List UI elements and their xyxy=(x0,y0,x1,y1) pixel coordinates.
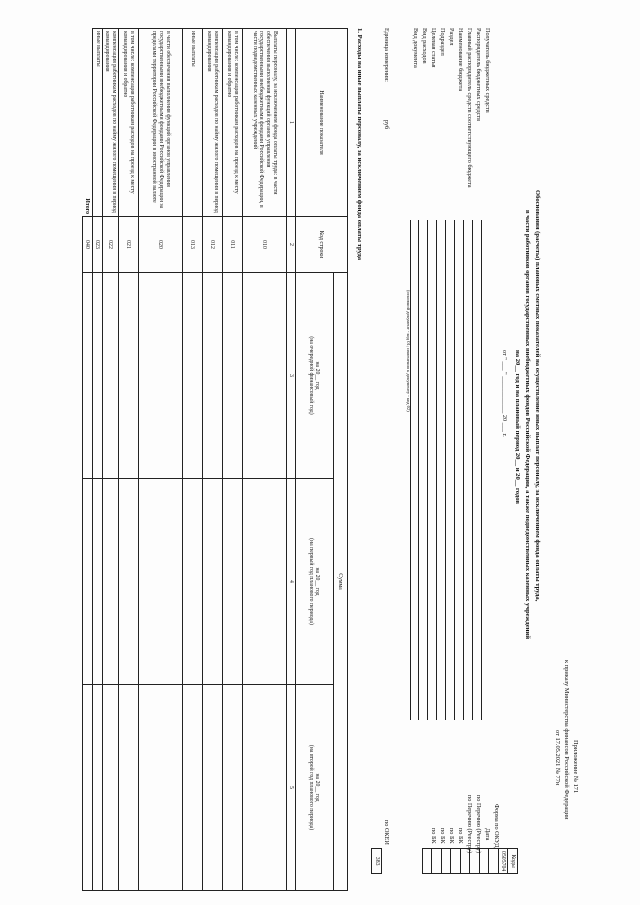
cell xyxy=(223,479,243,685)
row-name: компенсация работникам расходов по найму жилого помещения в период командирования xyxy=(103,29,119,217)
col-year-2 xyxy=(296,479,334,685)
title-line-1: Обоснования (расчеты) плановых сметных показателей на осуществление иных выплат персоналу, за исключением фонда оплаты труда, xyxy=(534,190,541,602)
label-okud: Форма по ОКУД xyxy=(493,804,500,848)
label-razdel: Раздел xyxy=(448,28,455,46)
table-row-total xyxy=(83,29,93,891)
label-edinitsa-value: руб xyxy=(383,120,390,130)
cell xyxy=(93,273,103,479)
fill-line xyxy=(427,220,428,720)
year-2-note: (на первый год планового периода) xyxy=(308,538,315,625)
cell xyxy=(243,479,287,685)
row-code: 021 xyxy=(119,217,139,273)
cell xyxy=(119,685,139,891)
cell xyxy=(103,685,119,891)
cell xyxy=(203,685,223,891)
main-table xyxy=(82,28,348,891)
codes-okei: 383 xyxy=(372,849,382,874)
codes-cell xyxy=(451,849,461,874)
row-name: Выплаты персоналу, за исключением фонда оплаты труда: в части обеспечения выполнения функций органов управления государственными внебюджетными фондами Российской Федерации, в части подведомственных казенных учреждений xyxy=(243,29,287,217)
label-bk-1: по БК xyxy=(457,828,464,844)
section-title: 1. Расходы на иные выплаты персоналу, за исключением фонда оплаты труда xyxy=(356,28,363,261)
fill-line xyxy=(463,220,464,720)
label-naimenovanie: Наименование бюджета xyxy=(457,28,464,92)
appendix-line-1: Приложение № 171 xyxy=(572,740,579,794)
cell xyxy=(119,273,139,479)
col-year-1 xyxy=(296,273,334,479)
col-num: 3 xyxy=(287,273,296,479)
label-bk-2: по БК xyxy=(448,828,455,844)
appendix-line-2: к приказу Министерства финансов Российской Федерации xyxy=(563,660,570,820)
year-2-label: на 20__ год xyxy=(314,567,321,596)
cell xyxy=(119,479,139,685)
table-row xyxy=(243,29,287,891)
codes-cell xyxy=(442,849,452,874)
label-perechen-1: по Перечню (Реестру) xyxy=(475,795,482,854)
col-name-header: Наименование показателя xyxy=(296,29,348,217)
row-name: компенсация работникам расходов по найму жилого помещения в период командирования xyxy=(203,29,223,217)
label-edinitsa: Единица измерения: xyxy=(383,28,390,82)
appendix-line-3: от 17.05.2021 № 77н xyxy=(554,730,561,786)
cell xyxy=(183,479,203,685)
label-bk-4: по БК xyxy=(430,828,437,844)
cell xyxy=(103,273,119,479)
year-1-label: на 20__ год xyxy=(314,361,321,390)
label-vid-dokumenta: Вид документа xyxy=(412,28,419,68)
cell xyxy=(103,479,119,685)
cell xyxy=(83,273,93,479)
fill-line xyxy=(445,220,446,720)
label-date: Дата xyxy=(484,828,491,841)
row-name: в части обеспечения выполнения функций органов управления государственными внебюджетными фондами Российской Федерации за пределами территории Российской Федерации в иностранной валюте xyxy=(139,29,183,217)
cell xyxy=(83,479,93,685)
codes-header: Коды xyxy=(508,849,518,874)
table-row xyxy=(119,29,139,891)
col-num: 2 xyxy=(287,217,296,273)
label-tselevaya: Целевая статья xyxy=(430,28,437,68)
year-3-note: (на второй год планового периода) xyxy=(308,744,315,831)
cell xyxy=(139,479,183,685)
row-name: в том числе: компенсация работникам расходов на проезд к месту командирования и обратно xyxy=(223,29,243,217)
row-name: иные выплаты xyxy=(183,29,203,217)
row-code: 013 xyxy=(183,217,203,273)
rotated-form-sheet xyxy=(40,20,600,900)
codes-cell xyxy=(489,849,499,874)
row-name: в том числе: компенсация работникам расходов на проезд к месту командирования и обратно xyxy=(119,29,139,217)
cell xyxy=(183,273,203,479)
row-code: 012 xyxy=(203,217,223,273)
label-glavny: Главный распорядитель средств соответствующего бюджета xyxy=(466,28,473,188)
label-okei: по ОКЕИ xyxy=(383,820,390,845)
col-num: 1 xyxy=(287,29,296,217)
title-line-3: на 20__ год и на плановый период 20__ и 20__ годов xyxy=(514,350,521,504)
cell xyxy=(93,479,103,685)
year-3-label: на 20__ год xyxy=(314,773,321,802)
col-year-3 xyxy=(296,685,334,891)
col-num: 4 xyxy=(287,479,296,685)
total-label: Итого xyxy=(83,29,93,217)
cell xyxy=(139,273,183,479)
cell xyxy=(139,685,183,891)
doc-note: (основной документ - код 01; изменения к документу - код 02) xyxy=(406,290,411,412)
cell xyxy=(243,685,287,891)
fill-line xyxy=(481,220,482,720)
cell xyxy=(223,273,243,479)
label-podrazdel: Подраздел xyxy=(439,28,446,56)
row-code: 020 xyxy=(139,217,183,273)
fill-line xyxy=(454,220,455,720)
cell xyxy=(183,685,203,891)
cell xyxy=(203,273,223,479)
row-code: 022 xyxy=(103,217,119,273)
table-row xyxy=(203,29,223,891)
fill-line xyxy=(472,220,473,720)
codes-cell xyxy=(423,849,433,874)
col-sum-header: Сумма xyxy=(334,273,348,891)
codes-cell xyxy=(432,849,442,874)
label-rasporyaditel: Распорядитель бюджетных средств xyxy=(475,28,482,122)
row-name: иные выплаты xyxy=(93,29,103,217)
row-code: 023 xyxy=(93,217,103,273)
col-code-header: Код строки xyxy=(296,217,348,273)
table-row xyxy=(139,29,183,891)
codes-form: 0505704 xyxy=(499,849,509,874)
row-code: 010 xyxy=(243,217,287,273)
label-poluchatel: Получатель бюджетных средств xyxy=(484,28,491,113)
cell xyxy=(223,685,243,891)
label-perechen-2: по Перечню (Реестру) xyxy=(466,795,473,854)
date-line: от " ___ " ____________ 20 ___ г. xyxy=(501,350,508,437)
title-line-2: в части работников органов государственных внебюджетных фондов Российской Федерации, а также подведомственных казенных учреждений xyxy=(524,210,531,640)
fill-line xyxy=(436,220,437,720)
col-num: 5 xyxy=(287,685,296,891)
year-1-note: (на очередной финансовый год) xyxy=(308,336,315,415)
table-row xyxy=(183,29,203,891)
fill-line xyxy=(410,220,411,720)
cell xyxy=(83,685,93,891)
main-table-wrap xyxy=(82,28,348,890)
label-vid-rashodov: Вид расходов xyxy=(421,28,428,64)
total-code: 040 xyxy=(83,217,93,273)
cell xyxy=(243,273,287,479)
cell xyxy=(93,685,103,891)
cell xyxy=(203,479,223,685)
label-bk-3: по БК xyxy=(439,828,446,844)
table-row xyxy=(93,29,103,891)
table-row xyxy=(103,29,119,891)
table-row xyxy=(223,29,243,891)
row-code: 011 xyxy=(223,217,243,273)
fill-line xyxy=(418,220,419,720)
codes-table xyxy=(372,848,519,874)
